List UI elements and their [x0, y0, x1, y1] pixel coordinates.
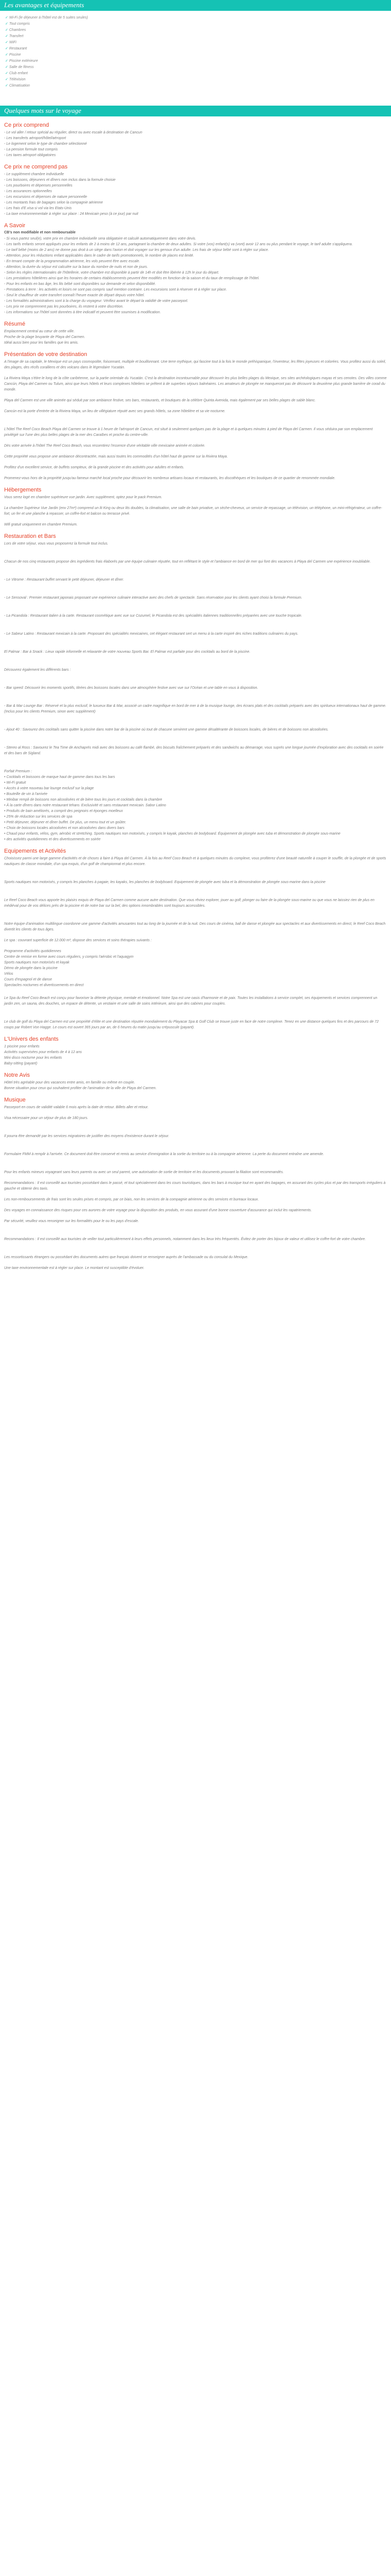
excludes-item: - Les pourboires et dépenses personnelles [4, 184, 73, 188]
activities-item: Programme d'activités quotidiennes [4, 949, 61, 953]
kids-title: L'Univers des enfants [4, 1036, 59, 1042]
amenity-item [5, 15, 385, 21]
check-icon: ✓ [5, 41, 8, 44]
amenity-item [5, 64, 385, 71]
dining-paragraph: - Le Sabeur Latino : Restaurant mexicain à la carte. Proposant des spécialités mexicaines, cet élégant restaurant sert un menu à la carte inspiré des riches traditions culinaires du pays. [4, 632, 299, 636]
hotel-paragraph: Promenez-vous hors de la propriété jusqu'au fameux marché local proche pour découvrir les nombreux artisans locaux et restaurants, les discothèques et les boutiques de ce quartier de renommée mondiale. [4, 476, 336, 480]
activities-list [4, 948, 387, 988]
dining-paragraph: - Le Sensoval : Premier restaurant japonais proposant une expérience culinaire interactive avec des chefs de spectacle. Sans réservation pour les clients ayant choisi la formule Premium. [4, 596, 302, 600]
premium-item: • À la carte dîners dans notre restaurant teharo. Exclusivité et sans restaurant mexicain. Sabor Latino [4, 803, 166, 807]
amenity-label: Salle de fitness [9, 65, 34, 69]
activities-paragraph: Le Spa du Reef Coco Beach est conçu pour favoriser la détente physique, mentale et émotionnel. Notre Spa est une oasis d'harmonie et de paix. Toutes les installations à service complet, ses équipements et services comprennent un jardin zen, un sauna, des douches, un espace de détente, un vestiaire et une salle de soins intérieure, ainsi que des cabines pour couples. [4, 996, 378, 1006]
accommodation-title: Hébergements [4, 486, 42, 493]
our-opinion-item: Bonne situation pour ceux qui souhaitent profiter de l'animation de la ville de Playa del Carmen. [4, 1086, 157, 1090]
premium-item: • Choix de boissons locales alcoolisées et non alcoolisées dans divers bars [4, 826, 125, 830]
premium-package [4, 769, 387, 842]
good-to-know-item: - Seul le chauffeur de votre transfert connaît l'heure exacte de départ depuis votre hôtel. [4, 293, 145, 297]
dining-paragraph: - Stereo al Ross : Savourez le Tea Time de Anchaprés midi avec des boissons au café flambé, des biscuits fraîchement préparés et des sandwichs au démarrage, vous suprés une longue journée d'exploration avec des cocktails en soirée et des bars de Sigland. [4, 745, 384, 755]
amenity-label: Restaurant [9, 47, 27, 50]
excludes-item: - La taxe environnementale à régler sur place : 24 Mexicain peso (à ce jour) par nuit [4, 212, 138, 216]
amenities-banner [0, 0, 391, 11]
accommodation-paragraph: La chambre Supérieur Vue Jardin (env 27m²) comprend un lit King ou deux lits doubles, la climatisation, une salle de bain privative, un sèche-cheveux, un service de repassage, un télévision, un téléphone, un mini-réfrigérateur, un coffre-fort, un fer et une planche à repasser, un coffre-fort et balcon ou terrasse privé. [4, 506, 382, 516]
includes-item: - Le vol aller / retour spécial au régulier, direct ou avec escale à destination de Cancun [4, 131, 142, 134]
activities-item: Cours d'espagnol et de danse [4, 977, 52, 981]
check-icon: ✓ [5, 84, 8, 88]
premium-item: • Accès à votre nouveau bar lounge exclusif sur la plage [4, 786, 94, 790]
summary-item: Idéal aussi bien pour les familles que les amis. [4, 341, 79, 345]
check-icon: ✓ [5, 28, 8, 32]
excludes-title: Ce prix ne comprend pas [4, 164, 68, 170]
dining-title: Restauration et Bars [4, 533, 56, 539]
destination-paragraph: Playa del Carmen est une ville animée qui séduit par son ambiance festive, ses bars, restaurants, et boutiques de la célèbre Quinta Avenida, mais également par ses belles plages de sable blanc. [4, 398, 316, 402]
check-icon: ✓ [5, 22, 8, 26]
kids-list [4, 1044, 387, 1066]
amenity-item [5, 58, 385, 64]
amenity-item [5, 46, 385, 52]
activities-paragraph: Notre équipe d'animation multilingue coordonne une gamme d'activités amusantes tout au long de la journée et de la nuit. Des cours de cinéma, ball de danse et plongée aux spectacles et aux divertissements en direct, le Reef Coco Beach divertit les clients de tous âges. [4, 922, 386, 931]
amenity-label: WiFi [9, 41, 17, 44]
summary-item: Emplacement central au cœur de cette ville. [4, 329, 75, 333]
amenity-item [5, 77, 385, 83]
dining-paragraph: Découvrez également les différents bars : [4, 668, 71, 672]
includes-item: - Les transferts aéroport/hôtel/aéroport [4, 137, 66, 140]
formalities-title: Musique [4, 1096, 26, 1103]
premium-item: • 25% de réduction sur les services de spa [4, 815, 73, 819]
dining-paragraph: - Bar speed: Découvrir les moments sportifs, titrées des boissons locales dans une atmosphère festive avec vue sur l'Océan et une table en vous à disposition. [4, 686, 258, 690]
premium-item: • Bouteille de vin à l'arrivée [4, 792, 47, 796]
good-to-know-item: - Les tarifs enfants seront appliqués pour les enfants de 2 à moins de 12 ans, partageant la chambre de deux adultes. Si votre (vos) enfant(s) va (vont) avoir 12 ans ou plus pendant le voyage, le tarif adulte s'appliquera. [4, 242, 353, 246]
good-to-know-body [4, 236, 387, 315]
dining-paragraph: - La Picandola : Restaurant italien à la carte. Restaurant cosmétique avec vue sur Cozumel, le Picandola est des spécialités italiennes traditionnelles préparées avec une touche tropicale. [4, 614, 302, 618]
our-opinion-title: Notre Avis [4, 1072, 30, 1078]
good-to-know-item: - Si vous partez seul(e), votre prix en chambre individuelle sera obligatoire et calculé automatiquement dans votre devis. [4, 236, 197, 241]
good-to-know-item: - Pour les enfants en bas âge, les lits bébé sont disponibles sur demande et selon disponibilité. [4, 282, 156, 286]
check-icon: ✓ [5, 35, 8, 38]
activities-paragraph: Choisissez parmi une large gamme d'activités et de choses à faire à Playa del Carmen. À la fois au Reef Coco Beach et à quelques minutes du complexe, vous profiterez d'une beauté naturelle à couper le souffle, de la plongée et de sports nautiques de classe mondiale, d'un spa exquis, d'un golf de championnat et plus encore. [4, 856, 386, 866]
premium-item: • Minibar rempli de boissons non alcoolisées et de bière tous les jours et cocktails dans la chambre [4, 798, 162, 802]
destination-paragraph: Cancún est la porte d'entrée de la Riviera Maya, un lieu de villégiature réputé avec ses grands hôtels, sa zone hôtelière et sa vie nocturne. [4, 409, 225, 413]
excludes-list [4, 172, 387, 217]
amenity-item [5, 83, 385, 89]
amenities-banner-title: Les avantages et équipements [4, 1, 84, 9]
hotel-paragraph: Cette propriété vous propose une ambiance décontractée, mais aussi toutes les commodités d'un hôtel haut de gamme sur la Riviera Maya. [4, 454, 228, 459]
summary-list [4, 329, 387, 346]
formalities-paragraph: Par sécurité, veuillez vous renseigner sur les formalités pour le ou les pays d'escale. [4, 1219, 139, 1223]
trip-banner [0, 106, 391, 116]
summary-item: Proche de la plage bruyante de Playa del Carmen. [4, 335, 85, 339]
includes-item: - La pension formule tout compris [4, 148, 58, 151]
destination-paragraph: La Riviera Maya s'étire le long de la côte caribéenne, sur la partie orientale du Yucatán. C'est la destination incontournable pour découvrir les plus belles plages du Mexique, ses sites archéologiques mayas et ses cenotes. Des villes comme Cancún, Playa del Carmen ou Tulum, ainsi que leurs hôtels et leurs complexes hôteliers se prêtent à de superbes séjours balnéaires. Les amateurs de plongée ne manqueront pas de découvrir la deuxième plus grande barrière de corail du monde. [4, 376, 387, 392]
destination-title: Présentation de votre destination [4, 351, 87, 358]
amenity-item [5, 71, 385, 77]
good-to-know-item: - Attention, pour les réductions enfant applicables dans le cadre de tarifs promotionnels, le nombre de places est limité. [4, 253, 194, 258]
amenity-label: Transfert [9, 35, 24, 38]
activities-paragraph: Le spa : couvrant superficie de 12.000 m², dispose des services et soins thérapies suivants : [4, 938, 152, 942]
check-icon: ✓ [5, 78, 8, 81]
formalities-paragraph: Visa nécessaire pour un séjour de plus de 180 jours. [4, 1116, 88, 1120]
premium-title: Forfait Premium : [4, 769, 32, 773]
dining-paragraph: - Bar & Mar Lounge Bar : Réservé et la plus exclusif, le luxueux Bar & Mar, associé un cadre magnifique en bord de mer à de la musique lounge, des écrans plats et des cocktails préparés avec des spiritueux internationaux haut de gamme. (Inclus pour les clients Premium, sinon avec supplément) [4, 704, 386, 714]
excludes-item: - Les frais d'E.visa si vol via les Etats-Unis [4, 207, 72, 210]
hotel-paragraph: L'hôtel The Reef Coco Beach Playa del Carmen se trouve à 1 heure de l'aéroport de Cancun, est situé à seulement quelques pas de la plage et à quelques minutes à pied de Playa del Carmen. Il vous séduira par son emplacement privilégié sur l'une des plus belles plages de la mer des Caraïbes et proche du centre-ville. [4, 427, 373, 437]
check-icon: ✓ [5, 16, 8, 20]
amenity-label: Club enfant [9, 72, 28, 75]
kids-item: Mini disco nocturne pour les enfants [4, 1056, 62, 1060]
good-to-know-item: - Selon les règles internationales de l'hôtellerie, votre chambre est disponible à partir de 14h et doit être libérée à 12h le jour du départ. [4, 270, 219, 275]
kids-item: 1 piscine pour enfants [4, 1044, 40, 1048]
formalities-paragraph: Formulaire FMM à remplir à l'arrivée. Ce document doit être conservé et remis au service d'immigration à la sortie du territoire ou à la compagnie aérienne. La perte du document entraîne une amende. [4, 1152, 324, 1156]
formalities-paragraph: Les non-remboursements de frais sont les seules prises et compris, par ce biais, non les services de la compagnie aérienne ou des services et bureaux locaux. [4, 1197, 259, 1201]
good-to-know-item: - Le tarif bébé (moins de 2 ans) ne donne pas droit à un siège dans l'avion et doit voyager sur les genoux d'un adulte. Les frais de séjour bébé sont à régler sur place. [4, 248, 269, 252]
amenity-item [5, 40, 385, 46]
formalities-paragraph: Les ressortissants étrangers ou possédant des documents autres que français doivent se renseigner auprès de l'ambassade ou du consulat du Mexique. [4, 1255, 249, 1259]
amenity-label: Climatisation [9, 84, 30, 88]
our-opinion-list [4, 1080, 387, 1091]
formalities-paragraph: Il pourra être demandé par les services migratoires de justifier des moyens d'existence durant le séjour. [4, 1134, 170, 1138]
excludes-item: - Les boissons, déjeuners et dîners non inclus dans la formule choisie [4, 178, 116, 182]
activities-paragraph: Sports nautiques non motorisés, y compris les planches à pagaie, les kayaks, les planches de bodyboard. Equipement de plongée avec tuba et la démonstration de plongée sous-marine dans la piscine [4, 880, 325, 884]
amenity-item [5, 27, 385, 33]
good-to-know-item: - Les formalités administratives sont à la charge du voyageur. Vérifiez avant le départ la validité de votre passeport. [4, 299, 188, 303]
formalities-paragraph: Des voyages en connaissance des risques pour ces aurores de votre voyage pour la disposition des produits, en vous assurant d'une bonne couverture d'assurance qui inclut les rapatriements. [4, 1208, 312, 1212]
accommodation-paragraph: Wifi gratuit uniquement en chambre Premium. [4, 522, 78, 527]
amenity-label: Chambres [9, 28, 26, 32]
amenity-label: Piscine extérieure [9, 59, 38, 63]
excludes-item: - Les excursions et dépenses de nature personnelle [4, 195, 87, 199]
good-to-know-item: - Prestations à terre : les activités et loisirs ne sont pas compris sauf mention contraire. Les excursions sont à réserver et à régler sur place. [4, 287, 227, 292]
activities-title: Equipements et Activités [4, 848, 66, 854]
includes-item: - Le logement selon le type de chambre sélectionné [4, 142, 87, 146]
trip-banner-title: Quelques mots sur le voyage [4, 107, 82, 114]
good-to-know-item: - Les prestations hôtelières ainsi que les horaires de certains établissements peuvent être modifiés en fonction de la saison et du taux de remplissage de l'hôtel. [4, 276, 260, 280]
check-icon: ✓ [5, 53, 8, 57]
formalities-paragraph: Pour les enfants mineurs voyageant sans leurs parents ou avec un seul parent, une autorisation de sortie de territoire et les documents prouvant la filiation sont recommandés. [4, 1170, 284, 1174]
activities-paragraph: Le Reef Coco Beach vous apporte les plaisirs exquis de Playa del Carmen comme aucune autre destination. Que vous rêviez explorer, jouer au golf, plonger ou faire de la plongée sous-marine ou que vous ne laissiez rien de plus en médiéval pour de vos délices près de la piscine et de notre bar sur la bel, des options innombrables sont toujours accessibles. [4, 898, 374, 908]
check-icon: ✓ [5, 59, 8, 63]
good-to-know-item: - Attention, la durée du séjour est calculée sur la base du nombre de nuits et non de jours. [4, 265, 148, 269]
premium-item: • Petit déjeuner, déjeuner et dîner buffet. De plus, un menu tout et un goûter. [4, 820, 126, 824]
destination-paragraph: A l'image de sa capitale, le Mexique est un pays cosmopolite, foisonnant, multiple et bouillonnant. Une terre mythique, qui fascine tout à la fois le monde préhispanique, l'inventeur, les fêtes joyeuses et colorées. Vous profitez aussi du soleil, des plages, des récifs coralliens et des volcans dans le légendaire Yucatán. [4, 360, 386, 369]
formalities-paragraph: Passeport en cours de validité valable 6 mois après la date de retour. Billets aller et retour. [4, 1105, 149, 1109]
hotel-paragraph: Dès votre arrivée à l'hôtel The Reef Coco Beach, vous ressentirez l'essence d'une véritable ville mexicaine animée et colorée. [4, 444, 205, 448]
activities-item: Démo de plongée dans la piscine [4, 966, 58, 970]
check-icon: ✓ [5, 47, 8, 50]
dining-paragraph: Chacun de nos cinq restaurants propose des ingrédients frais élaborés par une équipe culinaire réputée, tout en reflétant le style et l'ambiance en bord de mer qui font des vacances à Playa del Carmen une expérience inoubliable. [4, 560, 371, 564]
good-to-know-item: - Les informations sur l'hôtel sont données à titre indicatif et peuvent être soumises à modification. [4, 310, 161, 314]
summary-title: Résumé [4, 320, 25, 327]
amenity-label: Télévision [9, 78, 26, 81]
includes-list [4, 130, 387, 158]
amenity-label: Tout compris [9, 22, 30, 26]
activities-paragraph: Le club de golf du Playa del Carmen est une propriété d'élite et une destination réputée mondialement du Playacar Spa & Golf Club se trouve juste en face de notre complexe. Tenez en une distance quelques fins et des parcours de 72 coups par Robert Von Hagge. Le cours est ouvert 365 jours par an, de 6 heures du matin jusqu'au crépuscule (payant). [4, 1020, 379, 1029]
hotel-paragraph: Profitez d'un excellent service, de buffets sompteux, de la grande piscine et des activités pour adultes et enfants. [4, 465, 185, 469]
premium-item: • Cocktails et boissons de marque haut de gamme dans tous les bars [4, 775, 115, 779]
amenity-item [5, 21, 385, 27]
formalities-paragraph: Recommandations : Il est conseillé aux touristes possédant dans le passé, et tout spécialement dans les cours touristiques, dans les bars à musique tout en ayant des bagages, en assurant des cycles plus et par des transports irréguliers à gauche et obtenir des taxis. [4, 1181, 386, 1191]
amenity-item [5, 33, 385, 40]
amenity-item [5, 52, 385, 58]
dining-paragraph: El Palmar : Bar à Snack : Lieux rapide informelle et relaxante de votre nouveau Sports Bar. El Palmar est parfaite pour des cocktails au bord de la piscine. [4, 650, 251, 654]
good-to-know-item: - En tenant compte de la programmation aérienne, les vols peuvent être avec escale. [4, 259, 140, 263]
amenity-label: Piscine [9, 53, 21, 57]
good-to-know-title: A Savoir [4, 223, 25, 229]
premium-item: • des activités quotidiennes et des divertissements en soirée [4, 837, 101, 841]
excludes-item: - Les assurances optionnelles [4, 190, 52, 193]
amenities-list [0, 15, 391, 89]
activities-item: Vélos [4, 972, 13, 976]
excludes-item: - Le supplément chambre individuelle [4, 173, 64, 176]
amenity-label: Wi-Fi (le déjeuner à l'hôtel est de 5 suites seules) [9, 16, 88, 20]
kids-item: Activités supervisées pour enfants de 4 à 12 ans [4, 1050, 82, 1054]
trip-content [0, 122, 391, 1271]
our-opinion-item: Hôtel très agréable pour des vacances entre amis, en famille ou même en couple. [4, 1080, 135, 1084]
check-icon: ✓ [5, 72, 8, 75]
dining-paragraph: - Le Vitrome : Restaurant buffet servant le petit déjeuner, déjeuner et dîner. [4, 578, 124, 582]
dining-intro: Lors de votre séjour, vous vous proposerez la formule tout inclus. [4, 541, 108, 546]
activities-item: Centre de remise en forme avec cours réguliers, y compris l'aérobic et l'aquagym [4, 955, 134, 959]
premium-item: • Produits de bain améliorés, a comprit des peignoirs et éponges moelleux [4, 809, 123, 813]
kids-item: Baby-sitting (payant) [4, 1061, 38, 1065]
premium-item: • Wi-Fi gratuit [4, 781, 26, 785]
formalities-paragraph: Une taxe environnementale est à régler sur place. Le montant est susceptible d'évoluer. [4, 1266, 144, 1270]
good-to-know-subtitle: CB's non modifiable et non remboursable [4, 231, 76, 234]
activities-item: Sports nautiques non motorisés et kayak [4, 960, 70, 964]
formalities-paragraph: Recommandations : Il est conseillé aux touristes de veiller tout particulièrement à leurs effets personnels, notamment dans les lieux très fréquentés. Évitez de porter des bijoux de valeur et utilisez le coffre-fort de votre chambre. [4, 1237, 366, 1241]
accommodation-paragraph: Vous serez logé en chambre supérieure vue jardin. Avec supplément, optez pour le pack Premium. [4, 495, 162, 499]
excludes-item: - Les montants frais de bagages selon la compagnie aérienne [4, 201, 103, 205]
includes-item: - Les taxes aéroport obligatoires [4, 154, 56, 157]
includes-title: Ce prix comprend [4, 122, 49, 128]
dining-paragraph: - Ajout 40 : Savourez des cocktails sans quitter la piscine dans notre bar de la piscine où tout de chacune servirent une gamme désaltérante de boissons locales, de bières et de boissons non alcoolisées. [4, 727, 329, 732]
check-icon: ✓ [5, 65, 8, 69]
activities-item: Spectacles nocturnes et divertissements en direct [4, 983, 84, 987]
premium-item: • Chaud pour enfants, vélos, gym, aérobic et stretching. Sports nautiques non motorisés, y compris le kayak, planches de bodyboard. Équipement de plongée avec tuba et démonstration de plongée sous-marine [4, 832, 340, 836]
good-to-know-item: - Les prix ne comprennent pas les pourboires, ils restent à votre discrétion. [4, 304, 124, 309]
